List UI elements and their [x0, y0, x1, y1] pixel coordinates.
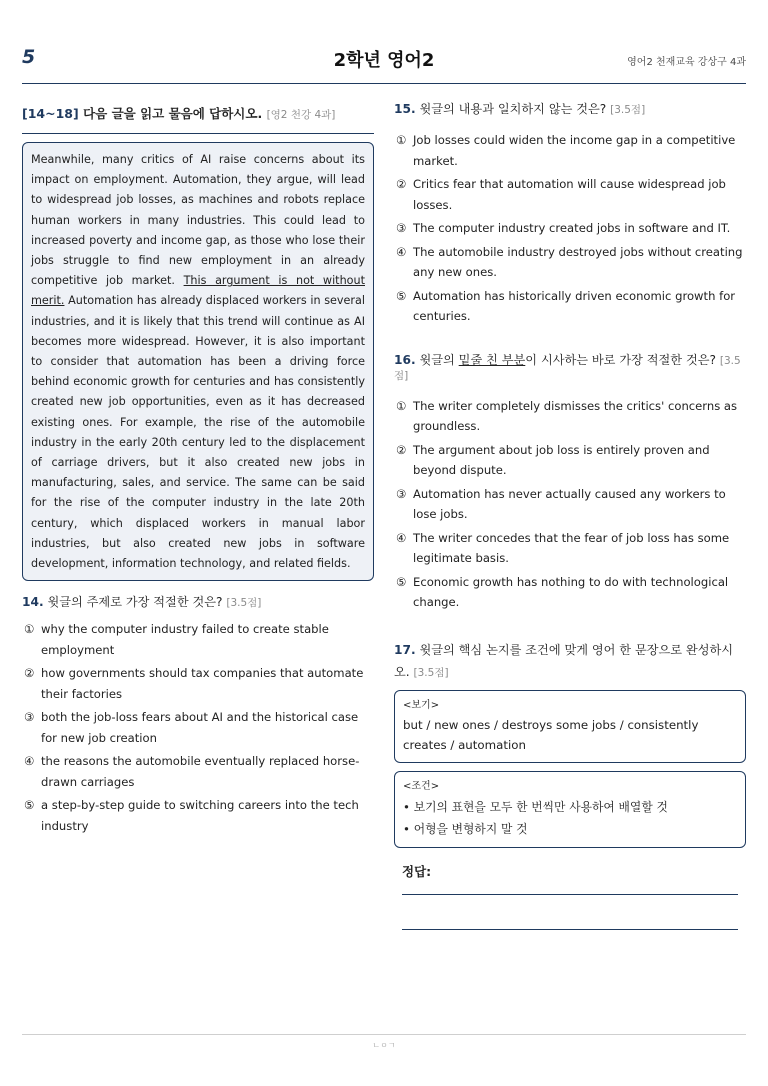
- option-text: how governments should tax companies that automate their factories: [41, 666, 364, 701]
- question-14-points: [3.5점]: [226, 597, 262, 610]
- option-item[interactable]: [394, 572, 746, 613]
- passage-text-part1: Meanwhile, many critics of AI raise concerns about its impact on employment. Automation, they argue, will lead to widespread job losses, as machines and robots replace human workers in many industries. This could lead to increased poverty and income gap, as those who lose their jobs struggle to find new employment in an already competitive job market.: [31, 153, 365, 288]
- document-title: 2학년 영어2: [333, 50, 435, 71]
- option-item[interactable]: [394, 174, 746, 215]
- option-text: The writer completely dismisses the critics' concerns as groundless.: [413, 398, 738, 433]
- question-16-points: [3.5점]: [394, 354, 741, 382]
- option-marker: ④: [396, 530, 407, 545]
- question-17-stem: [394, 639, 746, 684]
- option-marker: ①: [24, 622, 35, 637]
- option-text: Job losses could widen the income gap in a competitive market.: [413, 133, 736, 168]
- question-14-text: 윗글의 주제로 가장 적절한 것은?: [47, 595, 223, 610]
- option-text: The computer industry created jobs in software and IT.: [413, 221, 731, 235]
- question-16: [394, 351, 746, 613]
- option-marker: ⑤: [396, 574, 407, 589]
- question-16-stem: [394, 351, 746, 383]
- page-header: [22, 44, 746, 84]
- option-item[interactable]: [394, 242, 746, 283]
- option-text: why the computer industry failed to create stable employment: [41, 622, 329, 657]
- condition-item: • 어형을 변형하지 말 것: [403, 821, 528, 836]
- group-instruction: 다음 글을 읽고 물음에 답하시오.: [83, 106, 263, 121]
- option-marker: ②: [24, 666, 35, 681]
- option-marker: ③: [396, 221, 407, 235]
- footer-divider: [22, 1034, 746, 1035]
- option-item[interactable]: [394, 218, 746, 239]
- question-15: [394, 100, 746, 327]
- option-text: Critics fear that automation will cause widespread job losses.: [413, 177, 726, 212]
- question-17-points: [3.5점]: [413, 666, 449, 679]
- left-column: [22, 104, 374, 839]
- option-item[interactable]: [394, 484, 746, 525]
- question-range: [14~18]: [22, 106, 79, 121]
- option-marker: ④: [396, 244, 407, 259]
- reading-passage: [22, 142, 374, 581]
- option-item[interactable]: [22, 751, 374, 792]
- option-text: both the job-loss fears about AI and the historical case for new job creation: [41, 710, 359, 745]
- option-item[interactable]: [22, 619, 374, 660]
- question-16-underlined-phrase: 밑줄 친 부분: [458, 352, 526, 367]
- option-item[interactable]: [394, 286, 746, 327]
- answer-label: 정답:: [402, 863, 432, 879]
- option-marker: ④: [24, 754, 35, 769]
- word-bank-text: but / new ones / destroys some jobs / consistently creates / automation: [403, 717, 699, 752]
- option-item[interactable]: [22, 795, 374, 836]
- conditions-box: [394, 771, 746, 848]
- option-text: The automobile industry destroyed jobs without creating any new ones.: [413, 244, 743, 279]
- question-17: [394, 639, 746, 930]
- passage-text-part2: Automation has already displaced workers in several industries, and it is likely that this trend will continue as AI becomes more widespread. However, it is also important to consider that automation has been a driving force behind economic growth for centuries and has consistently created new job opportunities, even as it has decreased existing ones. For example, the rise of the automobile industry in the early 20th century led to the displacement of carriage drivers, but it also created new jobs in manufacturing, sales, and service. The same can be said for the rise of the computer industry in the late 20th century, which displaced workers in manual labor industries, but also created new jobs in software development, information technology, and related fields.: [31, 294, 365, 571]
- option-marker: ②: [396, 177, 407, 191]
- document-subtitle: 영어2 천재교육 강상구 4과: [627, 57, 746, 68]
- answer-line[interactable]: [402, 929, 738, 930]
- option-item[interactable]: [22, 707, 374, 748]
- option-text: The writer concedes that the fear of job loss has some legitimate basis.: [413, 530, 730, 565]
- option-marker: ①: [396, 398, 407, 413]
- option-text: Automation has never actually caused any workers to lose jobs.: [413, 486, 726, 521]
- question-15-number: 15.: [394, 102, 416, 116]
- option-marker: ③: [396, 486, 407, 501]
- question-14-options: [22, 619, 374, 836]
- option-item[interactable]: [394, 440, 746, 481]
- question-14: [22, 593, 374, 836]
- option-text: the reasons the automobile eventually replaced horse-drawn carriages: [41, 754, 360, 789]
- option-text: a step-by-step guide to switching careers into the tech industry: [41, 798, 359, 833]
- question-14-number: 14.: [22, 595, 44, 610]
- question-group-heading: [22, 104, 374, 134]
- question-16-text-after: 이 시사하는 바로 가장 적절한 것은?: [525, 352, 716, 367]
- option-item[interactable]: [394, 528, 746, 569]
- option-marker: ②: [396, 442, 407, 457]
- option-item[interactable]: [394, 396, 746, 437]
- word-bank-title: <보기>: [403, 699, 440, 711]
- question-15-points: [3.5점]: [610, 104, 646, 116]
- question-15-stem: [394, 100, 746, 117]
- option-item[interactable]: [22, 663, 374, 704]
- question-15-options: [394, 130, 746, 327]
- answer-line[interactable]: [402, 894, 738, 895]
- condition-item: • 보기의 표현을 모두 한 번씩만 사용하여 배열할 것: [403, 799, 668, 814]
- group-source: [영2 천강 4과]: [266, 109, 336, 121]
- question-16-number: 16.: [394, 352, 416, 367]
- option-text: Economic growth has nothing to do with technological change.: [413, 574, 729, 609]
- option-item[interactable]: [394, 130, 746, 171]
- option-marker: ①: [396, 133, 407, 147]
- question-14-stem: [22, 593, 374, 610]
- question-16-text-before: 윗글의: [419, 352, 459, 367]
- question-16-options: [394, 396, 746, 613]
- page-number: 5: [22, 46, 36, 68]
- passage-underlined-sentence: This argument is not without merit.: [31, 274, 365, 308]
- right-column: [394, 100, 746, 930]
- option-text: Automation has historically driven economic growth for centuries.: [413, 288, 736, 323]
- option-text: The argument about job loss is entirely proven and beyond dispute.: [413, 442, 710, 477]
- option-marker: ⑤: [396, 288, 407, 303]
- question-15-text: 윗글의 내용과 일치하지 않는 것은?: [419, 102, 607, 116]
- option-marker: ⑤: [24, 798, 35, 813]
- word-bank-box: [394, 690, 746, 763]
- footer-text: ㄴㅇㄱ: [372, 1041, 396, 1050]
- question-17-number: 17.: [394, 642, 416, 657]
- option-marker: ③: [24, 710, 35, 725]
- question-17-text: 윗글의 핵심 논지를 조건에 맞게 영어 한 문장으로 완성하시오.: [394, 642, 734, 679]
- conditions-title: <조건>: [403, 780, 440, 792]
